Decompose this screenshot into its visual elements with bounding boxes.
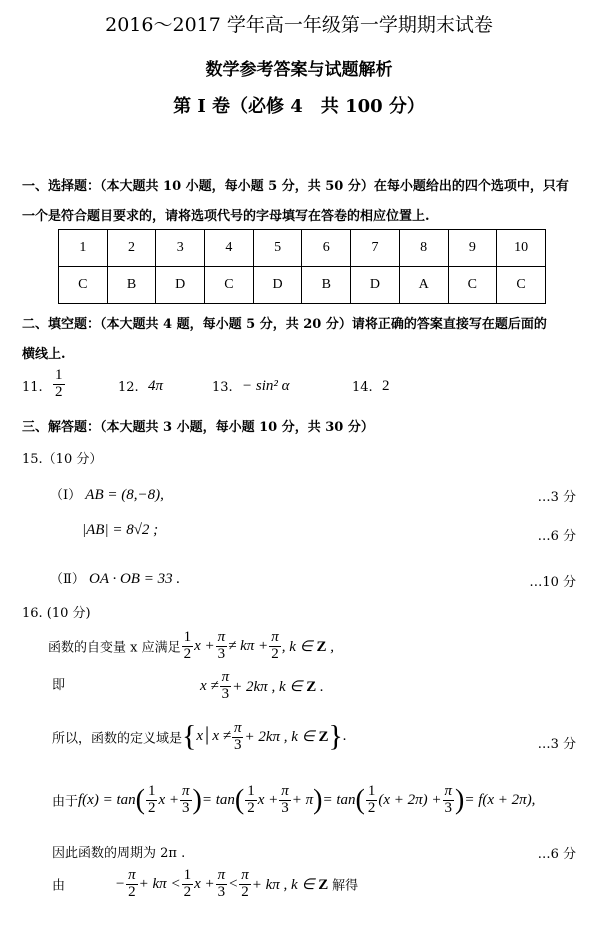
q16-period-formula: f(x) = tan( $\frac{1}{2}$ x + $\frac{\pi}{3}$ )= tan( $\frac{1}{2}$ x + $\frac{\pi}{3}$ + π)= tan( $\frac{1}{2}$ (x + 2π) + $\frac{\pi}{3}$ )= f(x + 2π), [78,783,536,816]
q15-part1 [50,484,164,504]
question-number-cell: 3 [156,230,205,267]
q16-line2 [52,674,65,693]
q15-part1-expression: AB = (8,−8), [85,487,164,503]
q13-label: 13. [212,380,233,395]
answer-cell: A [399,267,448,304]
q16-domain-formula: {x│x ≠ $\frac{\pi}{3}$ + 2kπ , k ∈ Z}. [182,719,347,753]
answer-cell: C [448,267,497,304]
question-number-cell: 1 [59,230,108,267]
section3-heading: 三、解答题：（本大题共 3 小题，每小题 10 分，共 30 分） [22,420,374,435]
q11-label: 11. [22,380,43,395]
answer-cell: B [107,267,156,304]
q13-answer: − sin² α [242,378,290,394]
question-number-cell: 9 [448,230,497,267]
fill-in-answers [22,368,582,408]
q14-label: 14. [352,380,373,395]
q12-label: 12. [118,380,139,395]
answer-cell: D [351,267,400,304]
answer-cell: D [253,267,302,304]
q16-line5: 因此函数的周期为 2π . [52,846,186,861]
q12-answer: 4π [148,378,164,394]
choice-answer-table [58,229,546,304]
answer-key-subtitle: 数学参考答案与试题解析 [205,60,393,80]
q16-line3-text: 所以，函数的定义域是 [52,731,183,747]
q16-line5-score: …6 分 [537,847,576,862]
q15-part1b-expression: |AB| = 8√2 ; [82,522,159,538]
q16-line1 [48,630,334,663]
q16-label: 16. (10 分) [22,606,91,621]
q15-part2-label: （Ⅱ） [50,572,85,587]
q15-part2 [50,568,180,588]
q15-part2-score: …10 分 [529,575,576,590]
q16-line2-formula: x ≠ $\frac{\pi}{3}$ + 2kπ , k ∈ Z . [200,669,324,702]
question-number-cell: 5 [253,230,302,267]
section1-heading: 一、选择题：（本大题共 10 小题，每小题 5 分，共 50 分）在每小题给出的四个选项中，只有 [22,179,569,194]
q16-inequality: − $\frac{\pi}{2}$ + kπ < $\frac{1}{2}$ x + $\frac{\pi}{3}$ < $\frac{\pi}{2}$ + kπ , k ∈ Z [115,867,329,900]
q15-part1-label: （Ⅰ） [50,488,82,503]
question-number-cell: 2 [107,230,156,267]
section2-heading-cont: 横线上. [22,347,66,362]
section2-heading: 二、填空题：（本大题共 4 题，每小题 5 分，共 20 分）请将正确的答案直接写在题后面的 [22,317,547,332]
q15-part1b-score: …6 分 [537,529,576,544]
q16-line3-score: …3 分 [537,737,576,752]
question-number-row [59,230,546,267]
answer-cell: C [205,267,254,304]
q16-line1-formula: $\frac{1}{2}$ x + $\frac{\pi}{3}$ ≠ kπ + $\frac{\pi}{2}$ , k ∈ Z , [183,629,334,662]
q16-line2-text: 即 [52,678,66,693]
q15-part1-score: …3 分 [537,490,576,505]
q16-line6-text: 由 [52,878,66,894]
answer-cell: C [59,267,108,304]
q15-label: 15.（10 分） [22,452,103,467]
question-number-cell: 8 [399,230,448,267]
q15-part2-expression: OA · OB = 33 . [88,571,181,587]
question-number-cell: 4 [205,230,254,267]
question-number-cell: 6 [302,230,351,267]
q11-denominator: 2 [55,383,63,400]
q16-line3 [52,720,347,754]
question-number-cell: 7 [351,230,400,267]
exam-title: 2016～2017 学年高一年级第一学期期末试卷 [105,14,493,36]
q16-line1-text: 函数的自变量 x 应满足 [48,640,181,656]
q16-line4-text: 由于 [52,794,79,810]
answer-cell: B [302,267,351,304]
q16-line4 [52,784,535,817]
q16-line6-tail: 解得 [332,878,359,894]
q16-line6 [52,868,358,901]
answer-cell: C [497,267,546,304]
question-number-cell: 10 [497,230,546,267]
q11-numerator: 1 [55,367,63,383]
answer-row [59,267,546,304]
q11-fraction [53,368,65,401]
q14-answer: 2 [382,378,390,394]
q15-part1b [82,522,158,539]
section1-heading-cont: 一个是符合题目要求的，请将选项代号的字母填写在答卷的相应位置上. [22,209,430,224]
answer-cell: D [156,267,205,304]
paper-heading: 第 I 卷（必修 4 共 100 分） [173,96,425,117]
